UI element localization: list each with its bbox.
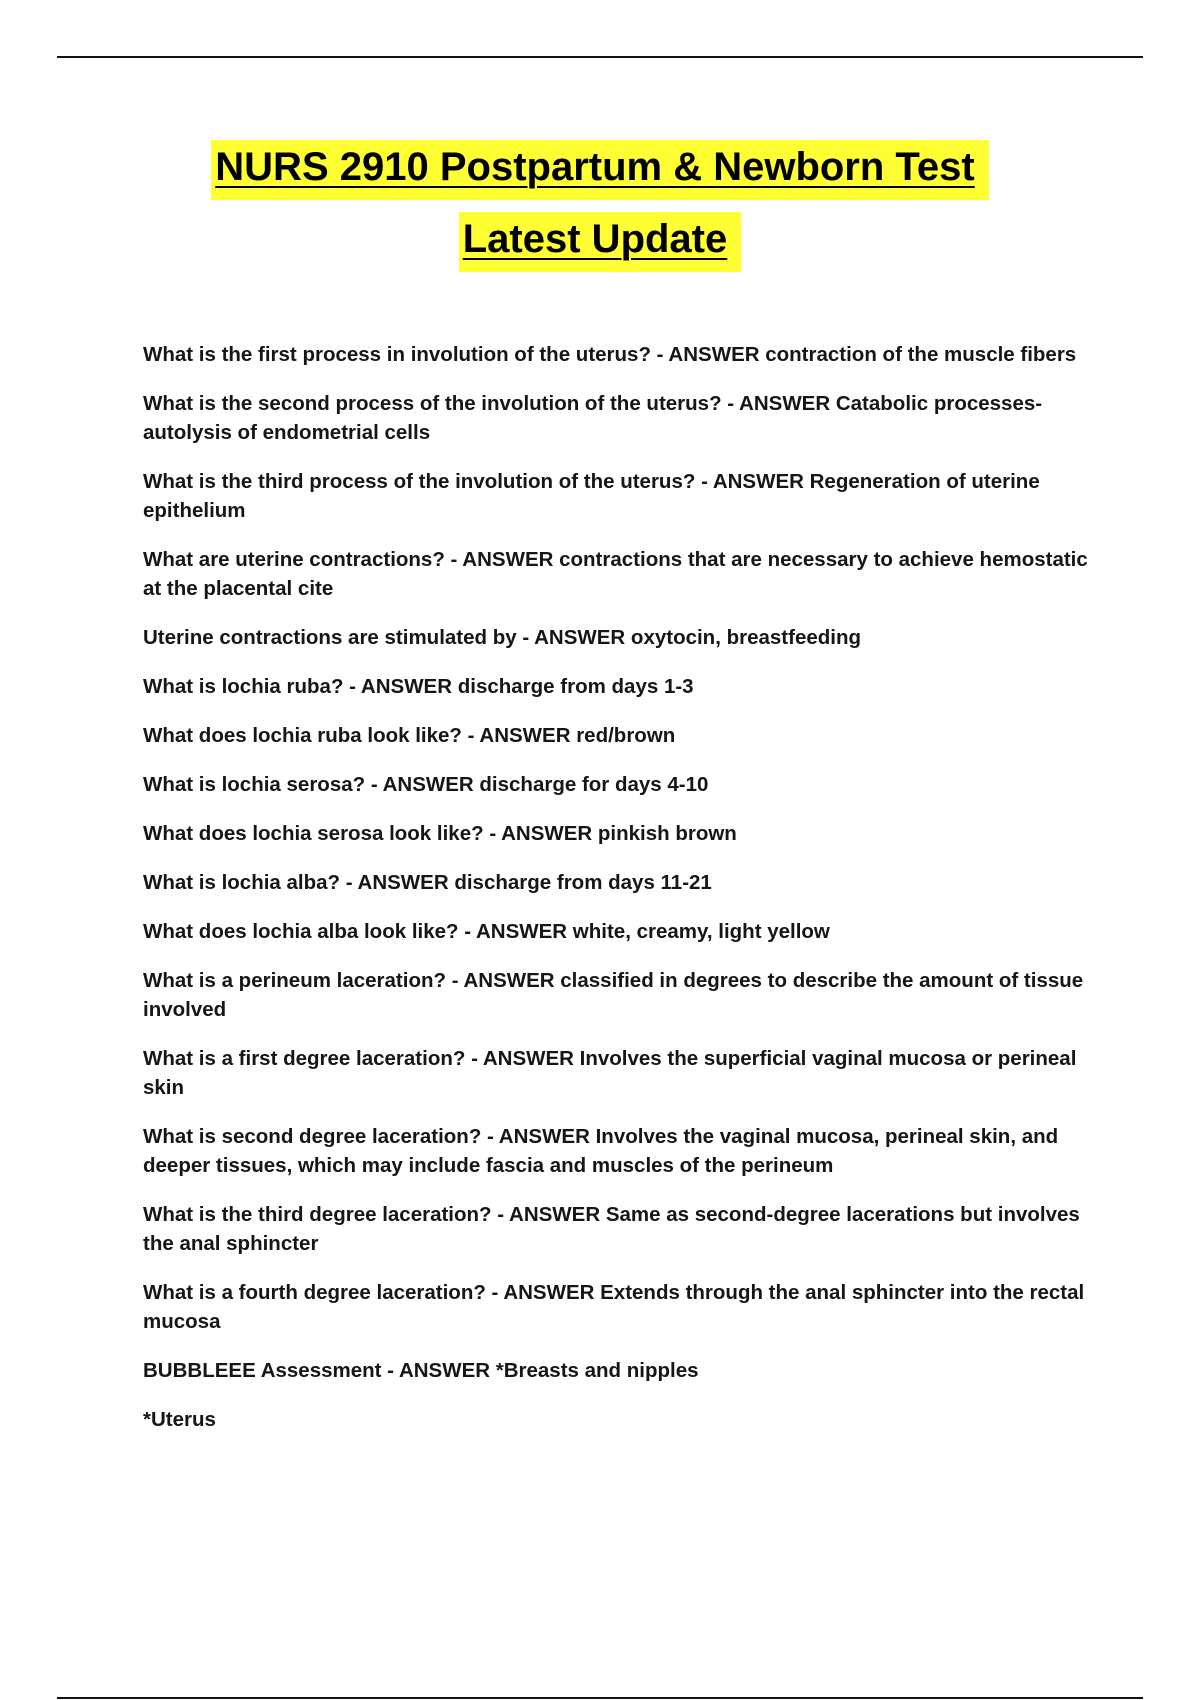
qa-entry: *Uterus — [143, 1408, 216, 1431]
qa-entry: What is second degree laceration? - ANSWER Involves the vaginal mucosa, perineal skin, and deeper tissues, which may include fascia and muscles of the perineum — [143, 1125, 1059, 1177]
qa-entry: What is the third process of the involution of the uterus? - ANSWER Regeneration of uterine epithelium — [143, 470, 1040, 522]
qa-entry: What is lochia serosa? - ANSWER discharge for days 4-10 — [143, 773, 709, 796]
qa-entry: What is the third degree laceration? - ANSWER Same as second-degree lacerations but involves the anal sphincter — [143, 1203, 1080, 1255]
qa-entry: What is lochia ruba? - ANSWER discharge from days 1-3 — [143, 675, 694, 698]
qa-entry: What is a perineum laceration? - ANSWER classified in degrees to describe the amount of tissue involved — [143, 969, 1084, 1021]
header-rule — [57, 56, 1143, 58]
qa-entry: What are uterine contractions? - ANSWER contractions that are necessary to achieve hemostatic at the placental cite — [143, 548, 1088, 600]
qa-entry: What is the second process of the involution of the uterus? - ANSWER Catabolic processes-autolysis of endometrial cells — [143, 392, 1043, 444]
qa-list — [143, 340, 1103, 1454]
qa-entry: What does lochia serosa look like? - ANSWER pinkish brown — [143, 822, 737, 845]
title-line-1: NURS 2910 Postpartum & Newborn Test — [211, 140, 988, 200]
qa-entry: What does lochia ruba look like? - ANSWER red/brown — [143, 724, 676, 747]
qa-entry: What is lochia alba? - ANSWER discharge from days 11-21 — [143, 871, 712, 894]
qa-entry: What is a fourth degree laceration? - ANSWER Extends through the anal sphincter into the rectal mucosa — [143, 1281, 1085, 1333]
document-title — [0, 140, 1200, 272]
qa-entry: Uterine contractions are stimulated by - ANSWER oxytocin, breastfeeding — [143, 626, 862, 649]
qa-entry: What is the first process in involution of the uterus? - ANSWER contraction of the muscle fibers — [143, 343, 1077, 366]
title-line-2: Latest Update — [459, 212, 742, 272]
qa-entry: What does lochia alba look like? - ANSWER white, creamy, light yellow — [143, 920, 830, 943]
footer-rule — [57, 1697, 1143, 1699]
qa-entry: BUBBLEEE Assessment - ANSWER *Breasts and nipples — [143, 1359, 699, 1382]
qa-entry: What is a first degree laceration? - ANSWER Involves the superficial vaginal mucosa or perineal skin — [143, 1047, 1077, 1099]
